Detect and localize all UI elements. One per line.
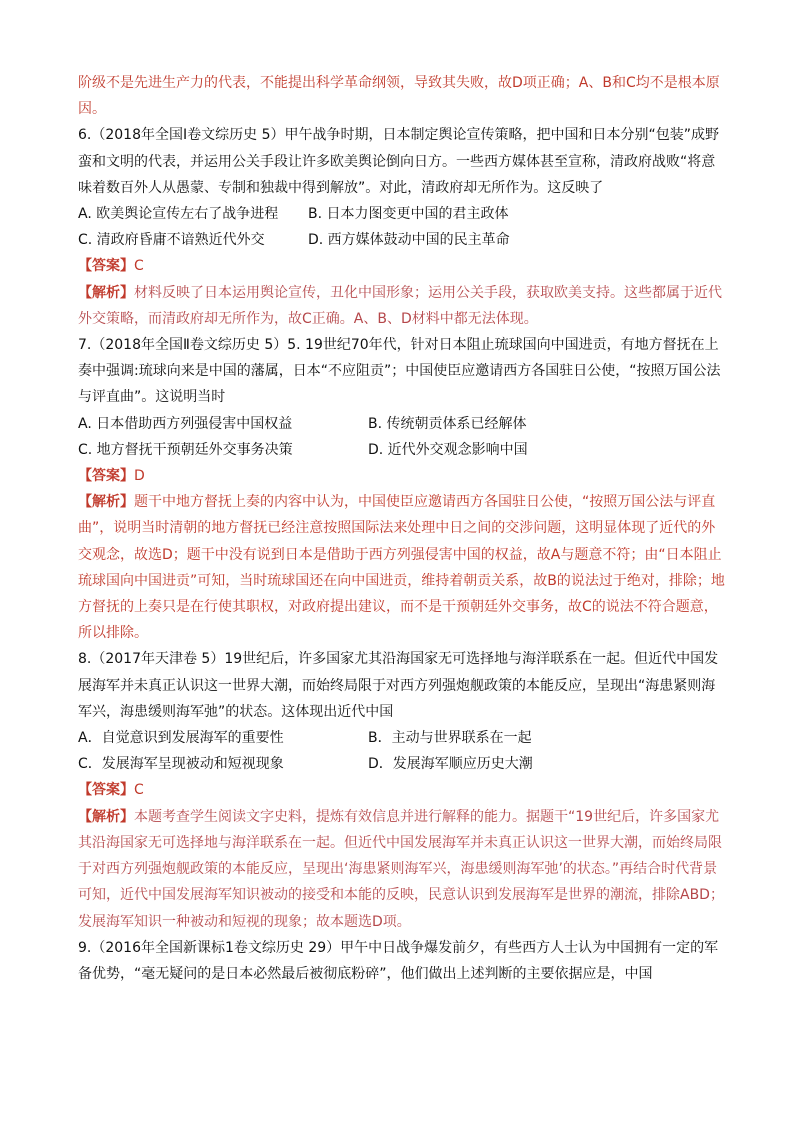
q7-source: 7.（2018年全国Ⅱ卷文综历史 5）: [78, 337, 288, 354]
q7-option-c: C. 地方督抚干预朝廷外交事务决策: [78, 441, 293, 458]
q9-source: 9.（2016年全国新课标1卷文综历史 29）: [78, 939, 341, 956]
q7-answer-value: D: [134, 468, 145, 485]
q8-options-row-1: [78, 725, 728, 751]
intro-line-2: 因。: [78, 101, 106, 118]
q6-analysis-label: 【解析】: [78, 284, 134, 301]
question-6: [78, 122, 728, 201]
q6-analysis-text: 材料反映了日本运用舆论宣传，丑化中国形象；运用公关手段，获取欧美支持。这些都属于近代外交策略，而清政府却无所作为，故C正确。A、B、D材料中都无法体现。: [78, 284, 722, 327]
intro-line-1: 阶级不是先进生产力的代表，不能提出科学革命纲领，导致其失败，故D项正确；A、B和C均不是根本原: [78, 75, 720, 91]
q8-answer: [78, 777, 728, 803]
q6-option-a: A. 欧美舆论宣传左右了战争进程: [78, 206, 279, 223]
q7-option-b: B. 传统朝贡体系已经解体: [368, 415, 527, 432]
q8-text: 19世纪后，许多国家尤其沿海国家无可选择地与海洋联系在一起。但近代中国发展海军并未真正认识这一世界大潮，而始终局限于对西方列强炮舰政策的本能反应，呈现出“海患紧则海军兴，海患缓则海军弛”的状态。这体现出近代中国: [78, 651, 719, 720]
q6-answer-label: 【答案】: [78, 258, 134, 275]
q7-text: 5. 19世纪70年代，针对日本阻止琉球国向中国进贡，有地方督抚在上奏中强调:琉球向来是中国的藩属，日本“不应阻贡”；中国使臣应邀请西方各国驻日公使，“按照万国公法与评直曲”。这说明当时: [78, 337, 721, 406]
q8-answer-value: C: [134, 782, 144, 799]
q7-analysis-text: 题干中地方督抚上奏的内容中认为，中国使臣应邀请西方各国驻日公使，“按照万国公法与评直曲”，说明当时清朝的地方督抚已经注意按照国际法来处理中日之间的交涉问题，这明显体现了近代的外交观念，故选D；题干中没有说到日本是借助于西方列强侵害中国的权益，故A与题意不符；由“日本阻止琉球国向中国进贡”可知，当时琉球国还在向中国进贡，维持着朝贡关系，故B的说法过于绝对，排除；地方督抚的上奏只是在行使其职权，对政府提出建议，而不是干预朝廷外交事务，故C的说法不符合题意，所以排除。: [78, 494, 725, 642]
q9-text: 甲午中日战争爆发前夕，有些西方人士认为中国拥有一定的军备优势，“毫无疑问的是日本必然最后被彻底粉碎”，他们做出上述判断的主要依据应是，中国: [78, 939, 719, 982]
q6-option-d: D. 西方媒体鼓动中国的民主革命: [308, 232, 510, 249]
q8-source: 8.（2017年天津卷 5）: [78, 651, 225, 668]
q8-options-row-2: [78, 751, 728, 777]
q8-option-a: A．自觉意识到发展海军的重要性: [78, 730, 284, 747]
q7-option-a: A. 日本借助西方列强侵害中国权益: [78, 415, 293, 432]
q6-source: 6.（2018年全国Ⅰ卷文综历史 5）: [78, 127, 285, 144]
q8-option-c: C．发展海军呈现被动和短视现象: [78, 756, 284, 773]
q6-text: 甲午战争时期，日本制定舆论宣传策略，把中国和日本分别“包装”成野蛮和文明的代表，并运用公关手段让许多欧美舆论倒向日方。一些西方媒体甚至宣称，清政府战败“将意味着数百外人从愚蒙、专制和独裁中得到解放”。对此，清政府却无所作为。这反映了: [78, 127, 719, 196]
question-7: [78, 332, 728, 411]
q7-answer-label: 【答案】: [78, 468, 134, 485]
intro-analysis: [78, 70, 728, 122]
q6-option-b: B. 日本力图变更中国的君主政体: [308, 206, 509, 223]
q7-answer: [78, 463, 728, 489]
q7-options-row-1: [78, 411, 728, 437]
q7-analysis-label: 【解析】: [78, 494, 134, 511]
q6-options-row-2: [78, 227, 728, 253]
question-8: [78, 646, 728, 725]
q7-analysis: [78, 489, 728, 646]
q8-analysis-label: 【解析】: [78, 808, 134, 825]
q7-options-row-2: [78, 437, 728, 463]
q8-option-b: B．主动与世界联系在一起: [368, 730, 532, 747]
q6-options-row-1: [78, 201, 728, 227]
q7-option-d: D. 近代外交观念影响中国: [368, 441, 528, 458]
document-content: [78, 70, 728, 987]
q8-option-d: D．发展海军顺应历史大潮: [368, 756, 533, 773]
q6-option-c: C. 清政府昏庸不谙熟近代外交: [78, 232, 265, 249]
question-9: [78, 935, 728, 987]
q8-analysis-text: 本题考查学生阅读文字史料，提炼有效信息并进行解释的能力。据题干“19世纪后，许多国家尤其沿海国家无可选择地与海洋联系在一起。但近代中国发展海军并未真正认识这一世界大潮，而始终局限于对西方列强炮舰政策的本能反应，呈现出‘海患紧则海军兴，海患缓则海军弛’的状态。”再结合时代背景可知，近代中国发展海军知识被动的接受和本能的反映，民意认识到发展海军是世界的潮流，排除ABD；发展海军知识一种被动和短视的现象；故本题选D项。: [78, 808, 724, 930]
q8-analysis: [78, 804, 728, 935]
q6-answer: [78, 253, 728, 279]
q8-answer-label: 【答案】: [78, 782, 134, 799]
q6-analysis: [78, 280, 728, 332]
q6-answer-value: C: [134, 258, 144, 275]
